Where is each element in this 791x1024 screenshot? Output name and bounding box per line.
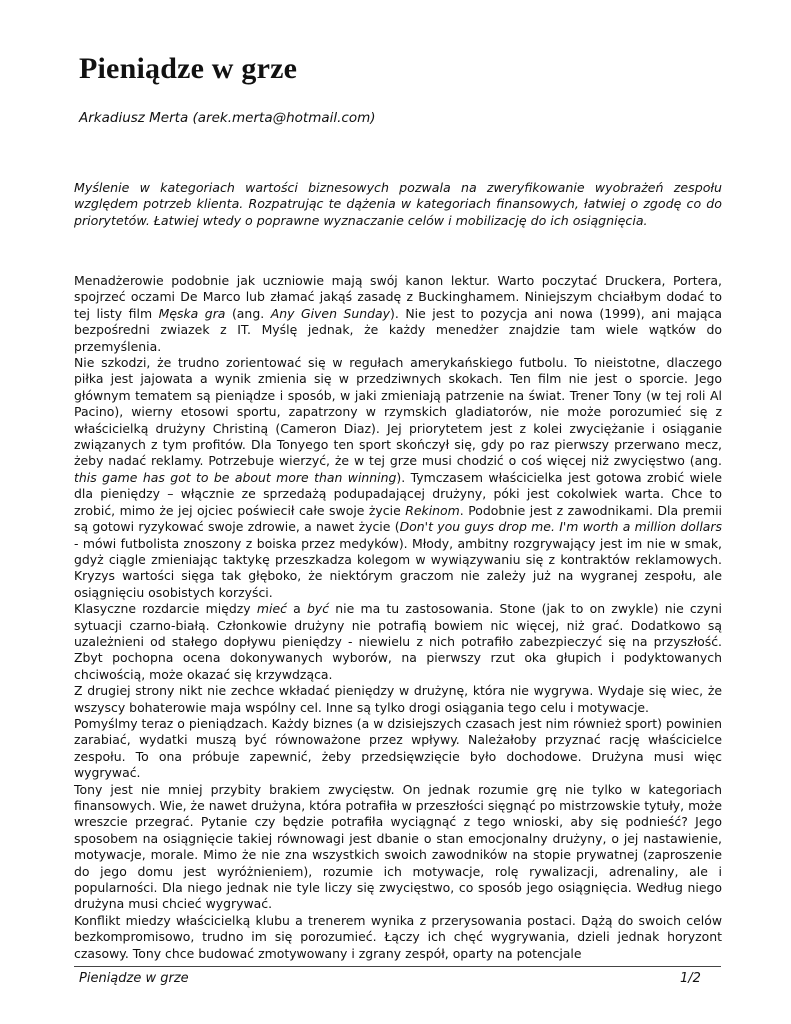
word-byc: być xyxy=(306,601,330,617)
paragraph-5: Pomyślmy teraz o pieniądzach. Każdy biznes (a w dzisiejszych czasach jest nim również sport) powinien zarabiać, wydatki muszą być równoważone przez wpływy. Należałoby przyznać rację właścicielce zespołu. To ona próbuje zapewnić, żeby przedsięwzięcie było dochodowe. Drużyna musi więc wygrywać. xyxy=(74,715,722,781)
paragraph-6: Tony jest nie mniej przybity brakiem zwycięstw. On jednak rozumie grę nie tylko w kategoriach finansowych. Wie, że nawet drużyna, która potrafiła w przeszłości sięgnąć po mistrzowskie tytuły, może wreszcie przegrać. Pytanie czy będzie potrafiła wyciągnąć z tego wnioski, aby się podnieść? Jego sposobem na osiągnięcie takiej równowagi jest dbanie o stan emocjonalny drużyny, o jej nastawienie, motywacje, morale. Mimo że nie zna wszystkich swoich zawodników na stopie prywatnej (zaproszenie do jego domu jest wyróżnieniem), rozumie ich motywacje, rolę rywalizacji, adrenaliny, ale i popularności. Dla niego jednak nie tyle liczy się zwycięstwo, co sposób jego osiągnięcia. Według niego drużyna musi chcieć wygrywać. xyxy=(74,781,722,912)
team-name: Rekinom xyxy=(405,502,460,518)
paragraph-7: Konflikt miedzy właścicielką klubu a trenerem wynika z przerysowania postaci. Dążą do swoich celów bezkompromisowo, trudno im się porozumieć. Łączy ich chęć wygrywania, dzieli jednak horyzont czasowy. Tony chce budować zmotywowany i zgrany zespół, oparty na potencjale xyxy=(74,912,722,961)
film-title-english: Any Given Sunday xyxy=(270,305,391,321)
document-title: Pieniądze w grze xyxy=(79,52,298,85)
film-title-polish: Męska gra xyxy=(158,305,226,321)
article-body xyxy=(74,273,722,962)
paragraph-4: Z drugiej strony nikt nie zechce wkładać pieniędzy w drużynę, która nie wygrywa. Wydaje się wiec, że wszyscy bohaterowie maja wspólny cel. Inne są tylko drogi osiągania tego celu i motywacje. xyxy=(74,683,722,715)
page-number: 1/2 xyxy=(680,971,701,986)
footer-title: Pieniądze w grze xyxy=(79,971,189,986)
footer-divider xyxy=(74,966,721,967)
paragraph-3: Klasyczne rozdarcie między mieć a być nie ma tu zastosowania. Stone (jak to on zwykle) nie czyni sytuacji czarno-białą. Członkowie drużyny nie potrafią bowiem nic więcej, niż grać. Dodatkowo są uzależnieni od stałego dopływu pieniędzy - niewielu z nich potrafiło zabezpieczyć się na przyszłość. Zbyt pochopna ocena dokonywanych wyborów, na pierwszy rzut oka głupich i podyktowanych chciwością, może okazać się krzywdząca. xyxy=(74,601,722,682)
word-miec: mieć xyxy=(256,601,287,617)
quote-million-dollars: Don't you guys drop me. I'm worth a million dollars xyxy=(399,519,722,535)
paragraph-1: Menadżerowie podobnie jak uczniowie mają swój kanon lektur. Warto poczytać Druckera, Portera, spojrzeć oczami De Marco lub złamać jakąś zasadę z Buckinghamem. Niniejszym chciałbym dodać to tej listy film Męska gra (ang. Any Given Sunday). Nie jest to pozycja ani nowa (1999), ani mająca bezpośredni zwiazek z IT. Myślę jednak, że każdy menedżer znajdzie tam wiele wątków do przemyślenia. xyxy=(74,273,722,354)
author-line: Arkadiusz Merta (arek.merta@hotmail.com) xyxy=(79,110,376,126)
quote-winning: this game has got to be about more than winning xyxy=(74,469,397,485)
abstract-paragraph: Myślenie w kategoriach wartości biznesowych pozwala na zweryfikowanie wyobrażeń zespołu względem potrzeb klienta. Rozpatrując te dążenia w kategoriach finansowych, łatwiej o zgodę co do priorytetów. Łatwiej wtedy o poprawne wyznaczanie celów i mobilizację do ich osiągnięcia. xyxy=(74,180,722,228)
paragraph-2: Nie szkodzi, że trudno zorientować się w regułach amerykańskiego futbolu. To nieistotne, dlaczego piłka jest jajowata a wynik zmienia się w przedziwnych skokach. Ten film nie jest o sporcie. Jego głównym tematem są pieniądze i sposób, w jaki zmieniają patrzenie na świat. Trener Tony (w tej roli Al Pacino), wierny etosowi sportu, zapatrzony w rzymskich gladiatorów, nie może porozumieć się z właścicielką drużyny Christiną (Cameron Diaz). Jej priorytetem jest z kolei zwyciężanie i osiąganie związanych z tym profitów. Dla Tonyego ten sport skończył się, gdy po raz pierwszy przerwano mecz, żeby nadać reklamy. Potrzebuje wierzyć, że w tej grze musi chodzić o coś więcej niż zwycięstwo (ang. this game has got to be about more than winning). Tymczasem właścicielka jest gotowa zrobić wiele dla pieniędzy – włącznie ze sprzedażą podupadającej drużyny, póki jest cokolwiek warta. Chce to zrobić, mimo że jej ojciec poświecił całe swoje życie Rekinom. Podobnie jest z zawodnikami. Dla premii są gotowi ryzykować swoje zdrowie, a nawet życie (Don't you guys drop me. I'm worth a million dollars - mówi futbolista znoszony z boiska przez medyków). Młody, ambitny rozgrywający jest im nie w smak, gdyż ciągle zmieniając taktykę przeszkadza kolegom w wywiązywaniu się z kontraktów reklamowych. Kryzys wartości sięga tak głęboko, że niektórym graczom nie zależy już na wygranej zespołu, ale osiągnięciu osobistych korzyści. xyxy=(74,355,722,600)
